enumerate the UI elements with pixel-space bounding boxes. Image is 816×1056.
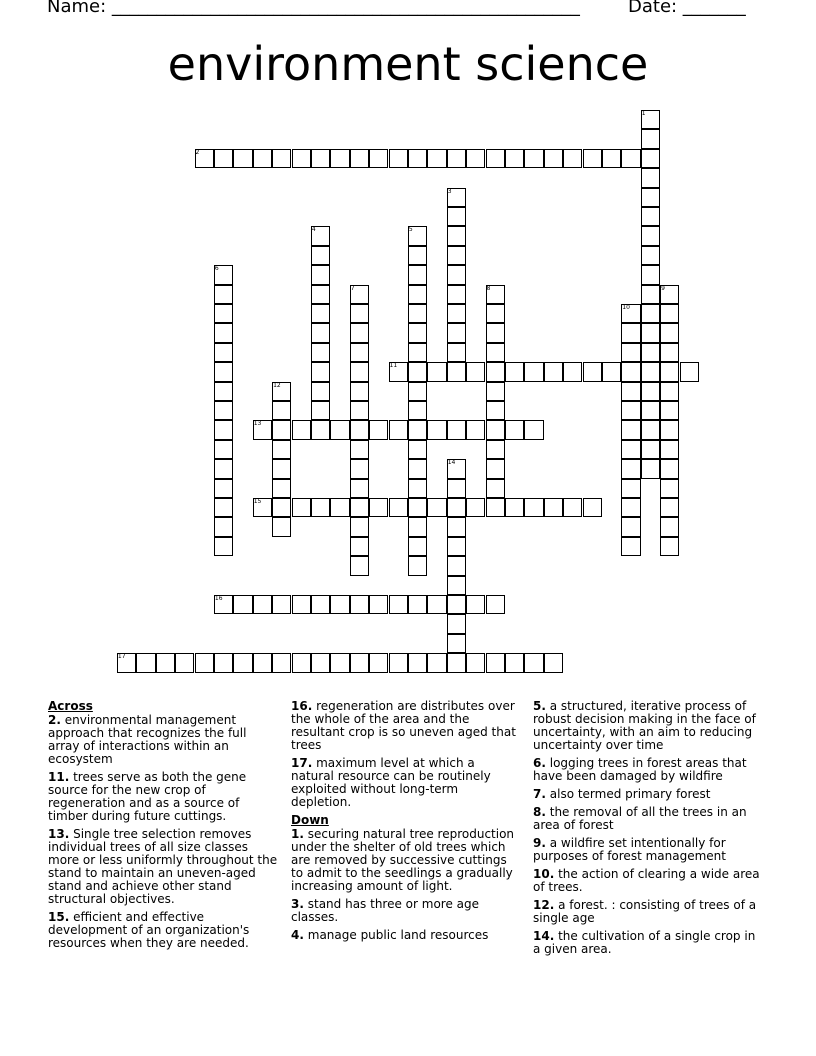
crossword-cell[interactable] — [350, 382, 369, 401]
crossword-cell[interactable] — [447, 556, 466, 575]
crossword-cell[interactable] — [447, 323, 466, 342]
crossword-cell[interactable] — [621, 362, 640, 381]
crossword-cell[interactable] — [214, 343, 233, 362]
crossword-cell[interactable] — [330, 420, 349, 439]
clue-across-15: 15. efficient and effective development of an organization's resources when they are needed. — [48, 910, 250, 950]
crossword-cell[interactable] — [505, 653, 524, 672]
crossword-cell[interactable] — [621, 537, 640, 556]
crossword-cell[interactable] — [660, 304, 679, 323]
crossword-cell[interactable] — [369, 420, 388, 439]
crossword-cell[interactable] — [641, 168, 660, 187]
clue-across-16: 16. regeneration are distributes over the whole of the area and the resultant crop is so uneven aged that trees — [291, 699, 516, 752]
crossword-cell[interactable] — [524, 653, 543, 672]
crossword-cell[interactable] — [369, 595, 388, 614]
crossword-cell[interactable] — [660, 498, 679, 517]
clue-number-16: 16 — [214, 595, 223, 602]
crossword-cell[interactable] — [447, 304, 466, 323]
crossword-cell[interactable] — [408, 420, 427, 439]
crossword-cell[interactable] — [311, 653, 330, 672]
crossword-cell[interactable] — [583, 498, 602, 517]
crossword-cell[interactable] — [602, 149, 621, 168]
crossword-cell[interactable] — [447, 634, 466, 653]
crossword-cell[interactable] — [350, 401, 369, 420]
crossword-cell[interactable] — [272, 459, 291, 478]
crossword-cell[interactable] — [311, 498, 330, 517]
clues-column-3 — [533, 700, 763, 961]
clue-across-2: 2. environmental management approach that recognizes the full array of interactions within an ecosystem — [48, 713, 247, 766]
crossword-cell[interactable] — [292, 498, 311, 517]
crossword-cell[interactable] — [350, 498, 369, 517]
crossword-cell[interactable] — [486, 401, 505, 420]
crossword-cell[interactable] — [330, 498, 349, 517]
crossword-cell[interactable] — [311, 323, 330, 342]
clue-number-2: 2 — [195, 148, 200, 156]
crossword-cell[interactable] — [621, 440, 640, 459]
crossword-cell[interactable] — [641, 440, 660, 459]
crossword-cell[interactable] — [544, 362, 563, 381]
crossword-cell[interactable] — [660, 382, 679, 401]
crossword-cell[interactable] — [311, 382, 330, 401]
crossword-cell[interactable] — [447, 537, 466, 556]
crossword-cell[interactable] — [486, 343, 505, 362]
crossword-cell[interactable] — [214, 401, 233, 420]
crossword-cell[interactable] — [621, 323, 640, 342]
clue-number-6: 6 — [214, 265, 219, 273]
crossword-cell[interactable] — [486, 479, 505, 498]
crossword-cell[interactable] — [486, 595, 505, 614]
crossword-cell[interactable] — [505, 420, 524, 439]
crossword-cell[interactable] — [350, 149, 369, 168]
crossword-cell[interactable] — [447, 343, 466, 362]
clue-across-11: 11. trees serve as both the gene source for the new crop of regeneration and as a source of timber during future cuttings. — [48, 770, 247, 823]
crossword-cell[interactable] — [272, 401, 291, 420]
crossword-cell[interactable] — [427, 149, 446, 168]
crossword-cell[interactable] — [311, 343, 330, 362]
crossword-cell[interactable] — [641, 401, 660, 420]
crossword-cell[interactable] — [233, 149, 252, 168]
crossword-cell[interactable] — [311, 285, 330, 304]
clue-number-7: 7 — [350, 284, 355, 292]
crossword-cell[interactable] — [175, 653, 194, 672]
crossword-cell[interactable] — [641, 285, 660, 304]
crossword-cell[interactable] — [466, 420, 485, 439]
crossword-cell[interactable] — [660, 459, 679, 478]
crossword-cell[interactable] — [447, 362, 466, 381]
crossword-cell[interactable] — [427, 498, 446, 517]
clue-number-1: 1 — [641, 110, 646, 117]
clue-number-13: 13 — [253, 420, 262, 428]
name-field-label: Name: ____________________________________________________ — [47, 0, 580, 17]
crossword-cell[interactable] — [408, 595, 427, 614]
crossword-cell[interactable] — [427, 653, 446, 672]
crossword-cell[interactable] — [214, 479, 233, 498]
clue-down-10: 10. the action of clearing a wide area of trees. — [533, 867, 760, 894]
crossword-cell[interactable] — [214, 653, 233, 672]
crossword-cell[interactable] — [544, 653, 563, 672]
clue-down-8: 8. the removal of all the trees in an area of forest — [533, 805, 747, 832]
crossword-cell[interactable] — [680, 362, 699, 381]
crossword-cell[interactable] — [641, 323, 660, 342]
clue-number-11: 11 — [389, 362, 398, 370]
crossword-cell[interactable] — [214, 382, 233, 401]
crossword-cell[interactable] — [621, 498, 640, 517]
crossword-cell[interactable] — [214, 459, 233, 478]
clue-number-14: 14 — [447, 459, 456, 467]
crossword-cell[interactable] — [292, 595, 311, 614]
crossword-cell[interactable] — [389, 149, 408, 168]
crossword-cell[interactable] — [641, 420, 660, 439]
crossword-cell[interactable] — [447, 595, 466, 614]
clue-number-9: 9 — [661, 284, 665, 292]
crossword-cell[interactable] — [447, 576, 466, 595]
crossword-cell[interactable] — [253, 595, 272, 614]
crossword-cell[interactable] — [641, 343, 660, 362]
crossword-cell[interactable] — [447, 517, 466, 536]
clue-down-6: 6. logging trees in forest areas that have been damaged by wildfire — [533, 756, 747, 783]
crossword-cell[interactable] — [641, 459, 660, 478]
crossword-cell[interactable] — [447, 614, 466, 633]
crossword-cell[interactable] — [214, 420, 233, 439]
crossword-cell[interactable] — [641, 265, 660, 284]
crossword-cell[interactable] — [524, 498, 543, 517]
crossword-cell[interactable] — [389, 420, 408, 439]
crossword-cell[interactable] — [233, 595, 252, 614]
crossword-cell[interactable] — [486, 362, 505, 381]
crossword-cell[interactable] — [330, 653, 349, 672]
crossword-cell[interactable] — [408, 459, 427, 478]
crossword-cell[interactable] — [660, 401, 679, 420]
crossword-cell[interactable] — [350, 323, 369, 342]
crossword-cell[interactable] — [602, 362, 621, 381]
crossword-cell[interactable] — [136, 653, 155, 672]
crossword-cell[interactable] — [408, 304, 427, 323]
crossword-cell[interactable] — [408, 362, 427, 381]
crossword-cell[interactable] — [408, 149, 427, 168]
crossword-cell[interactable] — [350, 459, 369, 478]
crossword-cell[interactable] — [583, 149, 602, 168]
crossword-cell[interactable] — [214, 323, 233, 342]
crossword-cell[interactable] — [272, 149, 291, 168]
crossword-cell[interactable] — [427, 595, 446, 614]
crossword-cell[interactable] — [389, 498, 408, 517]
crossword-cell[interactable] — [621, 343, 640, 362]
crossword-cell[interactable] — [486, 653, 505, 672]
crossword-cell[interactable] — [350, 440, 369, 459]
crossword-cell[interactable] — [214, 517, 233, 536]
crossword-cell[interactable] — [563, 498, 582, 517]
clue-number-3: 3 — [447, 187, 452, 195]
crossword-cell[interactable] — [583, 362, 602, 381]
crossword-cell[interactable] — [272, 517, 291, 536]
crossword-cell[interactable] — [524, 420, 543, 439]
clue-down-3: 3. stand has three or more age classes. — [291, 897, 480, 924]
crossword-cell[interactable] — [330, 149, 349, 168]
crossword-cell[interactable] — [563, 362, 582, 381]
clue-across-17: 17. maximum level at which a natural resource can be routinely exploited without long-term depletion. — [291, 756, 491, 809]
crossword-cell[interactable] — [641, 362, 660, 381]
crossword-cell[interactable] — [253, 149, 272, 168]
crossword-cell[interactable] — [272, 595, 291, 614]
crossword-cell[interactable] — [214, 304, 233, 323]
clue-down-7: 7. also termed primary forest — [533, 787, 711, 801]
crossword-cell[interactable] — [214, 498, 233, 517]
crossword-cell[interactable] — [466, 149, 485, 168]
crossword-cell[interactable] — [544, 149, 563, 168]
crossword-cell[interactable] — [311, 401, 330, 420]
clue-number-12: 12 — [273, 381, 281, 389]
crossword-cell[interactable] — [369, 498, 388, 517]
crossword-cell[interactable] — [350, 595, 369, 614]
crossword-cell[interactable] — [660, 537, 679, 556]
crossword-cell[interactable] — [447, 265, 466, 284]
crossword-cell[interactable] — [156, 653, 175, 672]
crossword-cell[interactable] — [621, 479, 640, 498]
crossword-cell[interactable] — [486, 498, 505, 517]
crossword-cell[interactable] — [466, 362, 485, 381]
crossword-cell[interactable] — [408, 285, 427, 304]
crossword-cell[interactable] — [486, 440, 505, 459]
page-title: environment science — [167, 37, 649, 91]
crossword-cell[interactable] — [660, 517, 679, 536]
crossword-cell[interactable] — [641, 246, 660, 265]
crossword-cell[interactable] — [621, 382, 640, 401]
crossword-cell[interactable] — [447, 207, 466, 226]
crossword-cell[interactable] — [350, 343, 369, 362]
crossword-cell[interactable] — [389, 595, 408, 614]
crossword-cell[interactable] — [195, 653, 214, 672]
crossword-cell[interactable] — [292, 149, 311, 168]
clue-across-13: 13. Single tree selection removes individual trees of all size classes more or less uniformly throughout the stand to maintain an uneven-aged stand and achieve other stand structural objectives. — [48, 827, 278, 906]
crossword-cell[interactable] — [214, 362, 233, 381]
crossword-cell[interactable] — [466, 498, 485, 517]
crossword-cell[interactable] — [505, 362, 524, 381]
crossword-cell[interactable] — [408, 537, 427, 556]
crossword-cell[interactable] — [447, 246, 466, 265]
clue-down-12: 12. a forest. : consisting of trees of a single age — [533, 898, 757, 925]
clue-down-1: 1. securing natural tree reproduction under the shelter of old trees which are removed by successive cuttings to admit to the seedlings a gradually increasing amount of light. — [291, 827, 515, 893]
crossword-cell[interactable] — [660, 479, 679, 498]
crossword-cell[interactable] — [350, 653, 369, 672]
crossword-cell[interactable] — [350, 517, 369, 536]
crossword-cell[interactable] — [641, 129, 660, 148]
crossword-cell[interactable] — [330, 595, 349, 614]
crossword-cell[interactable] — [369, 653, 388, 672]
crossword-cell[interactable] — [369, 149, 388, 168]
crossword-cell[interactable] — [524, 149, 543, 168]
clue-number-8: 8 — [486, 284, 491, 292]
clues-column-1 — [48, 700, 280, 955]
clue-number-17: 17 — [117, 653, 126, 661]
clue-number-10: 10 — [622, 304, 630, 311]
crossword-cell[interactable] — [214, 285, 233, 304]
crossword-cell[interactable] — [447, 226, 466, 245]
crossword-cell[interactable] — [233, 653, 252, 672]
crossword-cell[interactable] — [408, 343, 427, 362]
crossword-cell[interactable] — [311, 149, 330, 168]
crossword-cell[interactable] — [486, 323, 505, 342]
crossword-cell[interactable] — [427, 420, 446, 439]
crossword-cell[interactable] — [350, 479, 369, 498]
crossword-cell[interactable] — [272, 479, 291, 498]
crossword-cell[interactable] — [447, 479, 466, 498]
crossword-cell[interactable] — [408, 323, 427, 342]
crossword-cell[interactable] — [641, 382, 660, 401]
crossword-cell[interactable] — [350, 420, 369, 439]
crossword-cell[interactable] — [660, 362, 679, 381]
crossword-cell[interactable] — [272, 420, 291, 439]
crossword-cell[interactable] — [311, 362, 330, 381]
crossword-cell[interactable] — [408, 556, 427, 575]
crossword-cell[interactable] — [350, 537, 369, 556]
crossword-cell[interactable] — [486, 459, 505, 478]
crossword-cell[interactable] — [272, 440, 291, 459]
crossword-cell[interactable] — [272, 653, 291, 672]
crossword-cell[interactable] — [447, 420, 466, 439]
crossword-cell[interactable] — [621, 401, 640, 420]
crossword-cell[interactable] — [408, 246, 427, 265]
crossword-cell[interactable] — [350, 304, 369, 323]
crossword-cell[interactable] — [427, 362, 446, 381]
crossword-cell[interactable] — [641, 149, 660, 168]
crossword-cell[interactable] — [660, 343, 679, 362]
crossword-cell[interactable] — [486, 382, 505, 401]
crossword-cell[interactable] — [447, 498, 466, 517]
crossword-cell[interactable] — [621, 517, 640, 536]
crossword-cell[interactable] — [292, 420, 311, 439]
crossword-cell[interactable] — [660, 420, 679, 439]
crossword-cell[interactable] — [505, 498, 524, 517]
crossword-cell[interactable] — [408, 382, 427, 401]
crossword-cell[interactable] — [389, 653, 408, 672]
crossword-cell[interactable] — [447, 285, 466, 304]
crossword-cell[interactable] — [408, 498, 427, 517]
crossword-cell[interactable] — [447, 149, 466, 168]
crossword-cell[interactable] — [253, 653, 272, 672]
crossword-cell[interactable] — [641, 188, 660, 207]
crossword-cell[interactable] — [505, 149, 524, 168]
crossword-cell[interactable] — [408, 653, 427, 672]
crossword-cell[interactable] — [214, 537, 233, 556]
crossword-cell[interactable] — [486, 149, 505, 168]
crossword-cell[interactable] — [408, 440, 427, 459]
clue-down-14: 14. the cultivation of a single crop in a given area. — [533, 929, 756, 956]
down-heading: Down — [291, 813, 329, 827]
crossword-cell[interactable] — [486, 304, 505, 323]
crossword-cell[interactable] — [350, 362, 369, 381]
crossword-cell[interactable] — [214, 149, 233, 168]
clue-down-9: 9. a wildfire set intentionally for purposes of forest management — [533, 836, 726, 863]
crossword-cell[interactable] — [214, 440, 233, 459]
crossword-cell[interactable] — [660, 440, 679, 459]
clues-column-2 — [291, 700, 521, 947]
crossword-cell[interactable] — [563, 149, 582, 168]
date-field-label: Date: _______ — [628, 0, 746, 17]
crossword-cell[interactable] — [311, 265, 330, 284]
crossword-cell[interactable] — [660, 323, 679, 342]
clue-number-4: 4 — [311, 226, 316, 234]
crossword-cell[interactable] — [408, 401, 427, 420]
crossword-cell[interactable] — [621, 459, 640, 478]
across-heading: Across — [48, 699, 93, 713]
clue-number-5: 5 — [408, 226, 413, 234]
clue-down-4: 4. manage public land resources — [291, 928, 489, 942]
crossword-cell[interactable] — [311, 595, 330, 614]
crossword-cell[interactable] — [447, 653, 466, 672]
crossword-cell[interactable] — [408, 479, 427, 498]
clue-down-5: 5. a structured, iterative process of robust decision making in the face of uncertainty, with an aim to reducing uncertainty over time — [533, 699, 756, 752]
crossword-cell[interactable] — [408, 265, 427, 284]
crossword-cell[interactable] — [621, 149, 640, 168]
crossword-cell[interactable] — [272, 498, 291, 517]
crossword-cell[interactable] — [350, 556, 369, 575]
crossword-cell[interactable] — [641, 226, 660, 245]
crossword-cell[interactable] — [621, 420, 640, 439]
crossword-cell[interactable] — [641, 207, 660, 226]
crossword-cell[interactable] — [292, 653, 311, 672]
crossword-cell[interactable] — [544, 498, 563, 517]
crossword-cell[interactable] — [311, 246, 330, 265]
crossword-cell[interactable] — [311, 304, 330, 323]
crossword-cell[interactable] — [466, 595, 485, 614]
crossword-cell[interactable] — [524, 362, 543, 381]
crossword-cell[interactable] — [466, 653, 485, 672]
clue-number-15: 15 — [253, 498, 262, 505]
crossword-cell[interactable] — [311, 420, 330, 439]
crossword-cell[interactable] — [408, 517, 427, 536]
crossword-cell[interactable] — [486, 420, 505, 439]
crossword-cell[interactable] — [641, 304, 660, 323]
